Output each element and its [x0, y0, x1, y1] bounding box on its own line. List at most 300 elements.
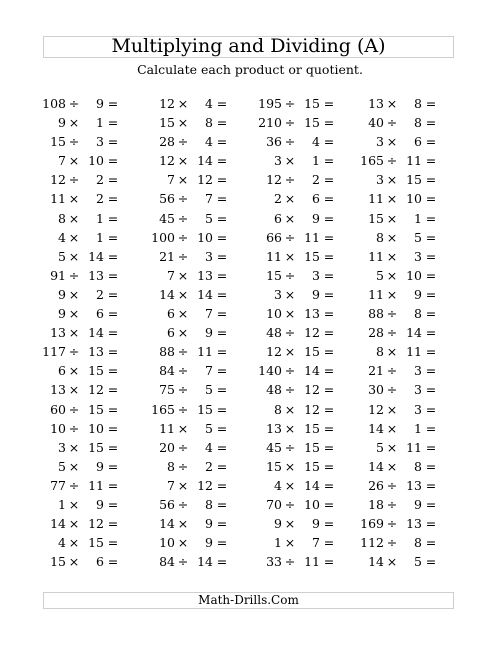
operator: ÷ — [386, 306, 398, 322]
operator: ÷ — [177, 210, 189, 226]
operand-b: 11 — [88, 477, 104, 493]
equals-sign: = — [216, 554, 228, 570]
operand-a: 45 — [266, 439, 282, 455]
operand-b: 6 — [96, 554, 104, 570]
equals-sign: = — [216, 153, 228, 169]
operator: × — [284, 248, 296, 264]
operand-b: 4 — [205, 96, 213, 111]
operator: × — [177, 172, 189, 188]
equals-sign: = — [425, 115, 437, 131]
operand-a: 165 — [151, 401, 175, 417]
operator: × — [177, 420, 189, 436]
operator: ÷ — [177, 496, 189, 512]
operator: × — [386, 439, 398, 455]
operand-a: 2 — [274, 191, 282, 207]
operator: ÷ — [284, 439, 296, 455]
equals-sign: = — [216, 325, 228, 341]
problem-row — [0, 400, 500, 419]
operator: ÷ — [386, 516, 398, 532]
operand-a: 15 — [159, 115, 175, 131]
operand-b: 13 — [304, 306, 320, 322]
operator: × — [284, 401, 296, 417]
problem-row — [0, 495, 500, 514]
operator: ÷ — [284, 382, 296, 398]
equals-sign: = — [216, 115, 228, 131]
operand-b: 2 — [312, 172, 320, 188]
operand-a: 88 — [368, 306, 384, 322]
operator: × — [386, 229, 398, 245]
operator: ÷ — [68, 401, 80, 417]
operand-a: 7 — [167, 172, 175, 188]
operator: × — [68, 210, 80, 226]
operand-b: 12 — [304, 325, 320, 341]
operand-b: 8 — [414, 535, 422, 551]
operand-b: 2 — [96, 172, 104, 188]
operand-a: 165 — [360, 153, 384, 169]
equals-sign: = — [323, 286, 335, 302]
operand-a: 14 — [50, 516, 66, 532]
operator: × — [386, 96, 398, 111]
operand-b: 15 — [304, 344, 320, 360]
operand-a: 12 — [266, 344, 282, 360]
operator: ÷ — [177, 248, 189, 264]
operand-a: 7 — [167, 267, 175, 283]
operator: × — [177, 153, 189, 169]
equals-sign: = — [216, 496, 228, 512]
equals-sign: = — [323, 325, 335, 341]
operator: × — [386, 401, 398, 417]
equals-sign: = — [216, 229, 228, 245]
operand-b: 9 — [312, 210, 320, 226]
operator: × — [386, 554, 398, 570]
operand-b: 15 — [406, 172, 422, 188]
operand-a: 8 — [376, 344, 384, 360]
operator: × — [68, 363, 80, 379]
problem-row — [0, 476, 500, 495]
operator: × — [177, 325, 189, 341]
operand-a: 5 — [58, 458, 66, 474]
operator: ÷ — [177, 382, 189, 398]
operand-a: 30 — [368, 382, 384, 398]
operator: ÷ — [284, 496, 296, 512]
operator: ÷ — [284, 115, 296, 131]
operand-a: 6 — [167, 306, 175, 322]
equals-sign: = — [107, 229, 119, 245]
equals-sign: = — [425, 286, 437, 302]
operator: × — [68, 325, 80, 341]
operand-a: 210 — [258, 115, 282, 131]
equals-sign: = — [216, 248, 228, 264]
operand-b: 13 — [406, 516, 422, 532]
equals-sign: = — [323, 115, 335, 131]
equals-sign: = — [323, 420, 335, 436]
equals-sign: = — [323, 96, 335, 111]
operator: × — [386, 134, 398, 150]
operand-b: 13 — [406, 477, 422, 493]
operator: × — [68, 535, 80, 551]
equals-sign: = — [107, 172, 119, 188]
operand-b: 9 — [414, 496, 422, 512]
operator: ÷ — [68, 267, 80, 283]
equals-sign: = — [107, 306, 119, 322]
operand-a: 169 — [360, 516, 384, 532]
equals-sign: = — [425, 134, 437, 150]
operator: ÷ — [68, 420, 80, 436]
operand-b: 14 — [197, 554, 213, 570]
operator: ÷ — [68, 344, 80, 360]
problem-row — [0, 514, 500, 533]
operand-b: 8 — [414, 458, 422, 474]
operand-a: 9 — [58, 115, 66, 131]
operator: × — [284, 477, 296, 493]
operand-a: 1 — [274, 535, 282, 551]
operator: × — [386, 210, 398, 226]
operand-b: 14 — [406, 325, 422, 341]
operand-a: 6 — [167, 325, 175, 341]
problem-row — [0, 323, 500, 342]
operand-a: 36 — [266, 134, 282, 150]
operator: × — [284, 210, 296, 226]
operand-a: 3 — [58, 439, 66, 455]
operand-a: 11 — [368, 286, 384, 302]
operand-b: 3 — [96, 134, 104, 150]
operator: × — [68, 439, 80, 455]
equals-sign: = — [323, 210, 335, 226]
equals-sign: = — [107, 96, 119, 111]
equals-sign: = — [107, 325, 119, 341]
operator: × — [177, 535, 189, 551]
operand-b: 15 — [88, 535, 104, 551]
operator: × — [68, 191, 80, 207]
problem-row — [0, 247, 500, 266]
problem-row — [0, 151, 500, 170]
operand-b: 11 — [406, 439, 422, 455]
operand-b: 10 — [88, 420, 104, 436]
operator: × — [177, 267, 189, 283]
operand-b: 11 — [406, 153, 422, 169]
operator: × — [284, 516, 296, 532]
operand-b: 5 — [205, 420, 213, 436]
operator: × — [284, 286, 296, 302]
operand-b: 12 — [197, 172, 213, 188]
operand-a: 15 — [368, 210, 384, 226]
operand-a: 12 — [159, 153, 175, 169]
equals-sign: = — [107, 401, 119, 417]
operand-b: 6 — [96, 306, 104, 322]
operand-b: 12 — [197, 477, 213, 493]
problem-row — [0, 209, 500, 228]
operand-a: 48 — [266, 325, 282, 341]
operator: ÷ — [177, 229, 189, 245]
operand-b: 11 — [304, 554, 320, 570]
equals-sign: = — [425, 439, 437, 455]
operand-a: 3 — [376, 172, 384, 188]
equals-sign: = — [323, 344, 335, 360]
operand-b: 4 — [205, 134, 213, 150]
equals-sign: = — [323, 535, 335, 551]
operator: ÷ — [68, 477, 80, 493]
operator: ÷ — [386, 115, 398, 131]
operand-b: 4 — [205, 439, 213, 455]
page-title: Multiplying and Dividing (A) — [111, 35, 386, 57]
operand-a: 12 — [368, 401, 384, 417]
operator: ÷ — [386, 363, 398, 379]
equals-sign: = — [216, 458, 228, 474]
operand-b: 14 — [88, 248, 104, 264]
equals-sign: = — [216, 191, 228, 207]
operator: × — [386, 267, 398, 283]
operand-b: 12 — [304, 382, 320, 398]
operand-a: 8 — [167, 458, 175, 474]
operand-b: 9 — [205, 516, 213, 532]
operand-a: 88 — [159, 344, 175, 360]
operand-b: 5 — [205, 210, 213, 226]
operator: ÷ — [177, 134, 189, 150]
instructions: Calculate each product or quotient. — [137, 62, 363, 77]
operator: ÷ — [284, 134, 296, 150]
operand-a: 60 — [50, 401, 66, 417]
operator: × — [386, 420, 398, 436]
operator: ÷ — [177, 554, 189, 570]
operand-a: 7 — [58, 153, 66, 169]
equals-sign: = — [216, 306, 228, 322]
footer-box — [43, 592, 454, 609]
operand-b: 15 — [304, 248, 320, 264]
equals-sign: = — [107, 134, 119, 150]
operand-a: 26 — [368, 477, 384, 493]
operand-a: 66 — [266, 229, 282, 245]
operand-a: 12 — [159, 96, 175, 111]
operand-b: 12 — [88, 382, 104, 398]
equals-sign: = — [323, 458, 335, 474]
operand-b: 6 — [414, 134, 422, 150]
operand-b: 11 — [406, 344, 422, 360]
operand-a: 75 — [159, 382, 175, 398]
operand-b: 9 — [312, 516, 320, 532]
operand-b: 3 — [414, 363, 422, 379]
operand-a: 15 — [50, 554, 66, 570]
title-box — [43, 36, 454, 58]
equals-sign: = — [425, 554, 437, 570]
operand-a: 3 — [376, 134, 384, 150]
operand-a: 6 — [274, 210, 282, 226]
operator: ÷ — [68, 134, 80, 150]
operand-b: 1 — [414, 210, 422, 226]
equals-sign: = — [216, 267, 228, 283]
equals-sign: = — [216, 363, 228, 379]
operand-a: 15 — [50, 134, 66, 150]
equals-sign: = — [216, 439, 228, 455]
operand-a: 140 — [258, 363, 282, 379]
operand-a: 56 — [159, 191, 175, 207]
operand-b: 8 — [205, 496, 213, 512]
equals-sign: = — [107, 115, 119, 131]
operand-b: 1 — [312, 153, 320, 169]
equals-sign: = — [425, 267, 437, 283]
operand-b: 9 — [205, 535, 213, 551]
equals-sign: = — [216, 96, 228, 111]
equals-sign: = — [107, 458, 119, 474]
equals-sign: = — [425, 248, 437, 264]
operand-a: 12 — [266, 172, 282, 188]
operand-a: 12 — [50, 172, 66, 188]
operand-b: 3 — [414, 248, 422, 264]
problem-row — [0, 170, 500, 189]
operator: ÷ — [386, 325, 398, 341]
operand-b: 15 — [88, 363, 104, 379]
operand-a: 15 — [266, 458, 282, 474]
equals-sign: = — [107, 535, 119, 551]
operand-b: 13 — [88, 267, 104, 283]
operand-b: 2 — [96, 286, 104, 302]
operand-a: 3 — [274, 286, 282, 302]
operand-b: 7 — [205, 191, 213, 207]
operator: × — [284, 344, 296, 360]
operand-b: 15 — [304, 115, 320, 131]
operator: × — [177, 286, 189, 302]
equals-sign: = — [107, 248, 119, 264]
equals-sign: = — [216, 477, 228, 493]
operand-b: 3 — [205, 248, 213, 264]
equals-sign: = — [425, 344, 437, 360]
operand-a: 7 — [167, 477, 175, 493]
operand-a: 20 — [159, 439, 175, 455]
operand-b: 9 — [96, 458, 104, 474]
operand-a: 40 — [368, 115, 384, 131]
operand-b: 14 — [88, 325, 104, 341]
operator: ÷ — [284, 229, 296, 245]
operand-a: 9 — [58, 306, 66, 322]
operator: × — [284, 420, 296, 436]
operator: ÷ — [386, 153, 398, 169]
operator: × — [284, 535, 296, 551]
problem-row — [0, 132, 500, 151]
operator: ÷ — [284, 172, 296, 188]
operand-b: 9 — [96, 496, 104, 512]
operand-b: 10 — [406, 191, 422, 207]
operand-b: 8 — [414, 115, 422, 131]
operand-b: 3 — [312, 267, 320, 283]
problem-row — [0, 266, 500, 285]
operand-a: 11 — [50, 191, 66, 207]
operator: × — [68, 382, 80, 398]
operator: × — [68, 115, 80, 131]
operator: ÷ — [177, 401, 189, 417]
operator: × — [68, 306, 80, 322]
operand-b: 3 — [414, 382, 422, 398]
operand-b: 7 — [205, 363, 213, 379]
operand-b: 9 — [414, 286, 422, 302]
operand-a: 10 — [50, 420, 66, 436]
equals-sign: = — [107, 477, 119, 493]
equals-sign: = — [216, 420, 228, 436]
equals-sign: = — [216, 535, 228, 551]
operand-b: 8 — [414, 306, 422, 322]
equals-sign: = — [425, 306, 437, 322]
operand-b: 2 — [96, 191, 104, 207]
operand-a: 14 — [368, 458, 384, 474]
equals-sign: = — [107, 344, 119, 360]
operator: × — [386, 248, 398, 264]
operand-a: 10 — [159, 535, 175, 551]
equals-sign: = — [323, 401, 335, 417]
operand-b: 15 — [304, 439, 320, 455]
operand-a: 9 — [58, 286, 66, 302]
operator: × — [177, 96, 189, 111]
equals-sign: = — [323, 267, 335, 283]
operand-a: 195 — [258, 96, 282, 111]
problem-row — [0, 438, 500, 457]
equals-sign: = — [323, 229, 335, 245]
equals-sign: = — [107, 439, 119, 455]
equals-sign: = — [425, 420, 437, 436]
operand-b: 7 — [205, 306, 213, 322]
operator: × — [68, 458, 80, 474]
operand-a: 70 — [266, 496, 282, 512]
operand-a: 117 — [42, 344, 66, 360]
operand-a: 5 — [376, 267, 384, 283]
operand-a: 11 — [266, 248, 282, 264]
problem-row — [0, 361, 500, 380]
operand-b: 2 — [205, 458, 213, 474]
operand-b: 15 — [88, 439, 104, 455]
equals-sign: = — [323, 306, 335, 322]
equals-sign: = — [323, 248, 335, 264]
problem-row — [0, 552, 500, 571]
operator: ÷ — [284, 363, 296, 379]
operand-a: 14 — [368, 420, 384, 436]
equals-sign: = — [425, 153, 437, 169]
equals-sign: = — [425, 210, 437, 226]
equals-sign: = — [107, 210, 119, 226]
operator: ÷ — [177, 191, 189, 207]
operator: × — [386, 286, 398, 302]
operand-a: 4 — [274, 477, 282, 493]
equals-sign: = — [425, 401, 437, 417]
operand-b: 1 — [96, 210, 104, 226]
operand-b: 9 — [96, 96, 104, 111]
operator: ÷ — [177, 439, 189, 455]
operator: ÷ — [284, 554, 296, 570]
equals-sign: = — [216, 172, 228, 188]
equals-sign: = — [107, 286, 119, 302]
operator: × — [284, 458, 296, 474]
operator: × — [177, 477, 189, 493]
operator: × — [68, 153, 80, 169]
operand-b: 12 — [88, 516, 104, 532]
operand-b: 13 — [88, 344, 104, 360]
equals-sign: = — [107, 153, 119, 169]
operator: ÷ — [386, 496, 398, 512]
operand-b: 11 — [197, 344, 213, 360]
operand-b: 5 — [414, 229, 422, 245]
operand-b: 14 — [304, 477, 320, 493]
operator: × — [177, 516, 189, 532]
equals-sign: = — [323, 172, 335, 188]
operand-a: 84 — [159, 554, 175, 570]
equals-sign: = — [425, 496, 437, 512]
operand-a: 18 — [368, 496, 384, 512]
operand-b: 15 — [88, 401, 104, 417]
operand-a: 9 — [274, 516, 282, 532]
problem-row — [0, 419, 500, 438]
operand-a: 3 — [274, 153, 282, 169]
operator: × — [284, 191, 296, 207]
problem-row — [0, 533, 500, 552]
operand-b: 13 — [197, 267, 213, 283]
problem-row — [0, 189, 500, 208]
operand-a: 15 — [266, 267, 282, 283]
